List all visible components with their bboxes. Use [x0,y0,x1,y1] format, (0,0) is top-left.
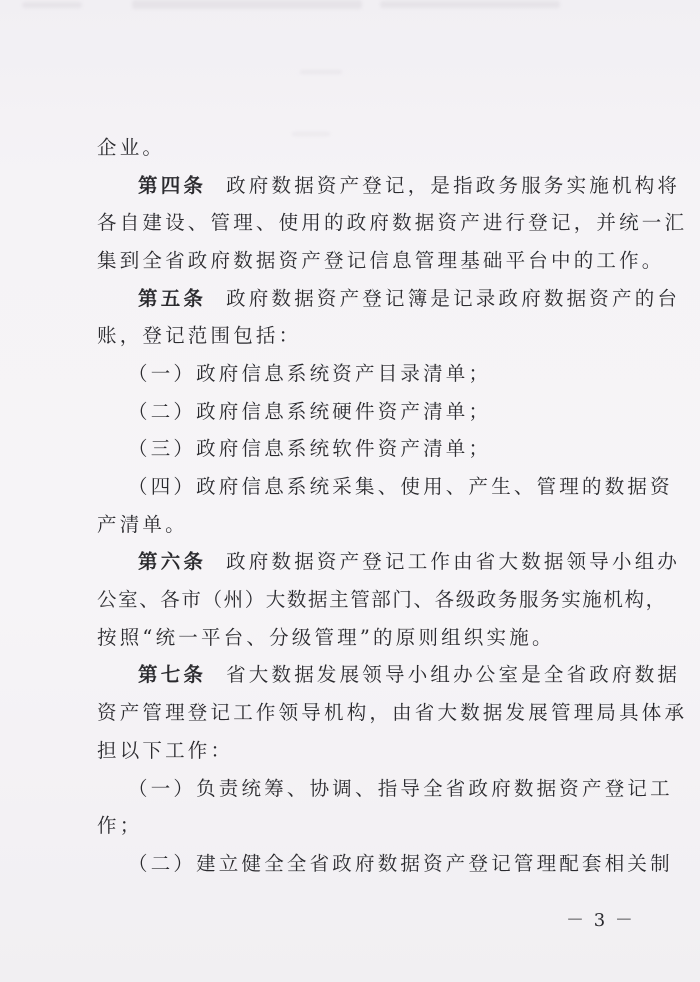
text-line: 按照“统一平台、分级管理”的原则组织实施。 [97,626,555,649]
text-line: 账，登记范围包括： [97,324,302,347]
article-heading: 第六条 [138,550,207,573]
bleed-through-mark [380,1,560,8]
bleed-through-mark [132,0,362,9]
article-5-line: 第五条 政府数据资产登记簿是记录政府数据资产的台 [138,287,681,310]
page-number: － 3 － [566,910,635,931]
text-line: 担以下工作： [97,739,234,762]
article-4-line: 第四条 政府数据资产登记，是指政务服务实施机构将 [138,174,681,197]
text-line: 企业。 [97,136,166,159]
article-6-line: 第六条 政府数据资产登记工作由省大数据领导小组办 [138,550,681,573]
article-heading: 第七条 [138,663,207,686]
list-item: （二）建立健全全省政府数据资产登记管理配套相关制 [128,852,673,875]
text-line: 集到全省政府数据资产登记信息管理基础平台中的工作。 [97,249,665,272]
list-item: （一）负责统筹、协调、指导全省政府数据资产登记工 [128,777,673,800]
article-heading: 第五条 [138,287,207,310]
article-heading: 第四条 [138,174,207,197]
bleed-through-mark [22,2,82,8]
text-line: 各自建设、管理、使用的政府数据资产进行登记，并统一汇 [97,211,688,234]
text-line: 资产管理登记工作领导机构，由省大数据发展管理局具体承 [97,701,688,724]
text-line: 产清单。 [97,513,188,536]
list-item: （一）政府信息系统资产目录清单； [128,362,492,385]
list-item: （三）政府信息系统软件资产清单； [128,437,492,460]
bleed-through-mark [300,70,342,74]
article-7-line: 第七条 省大数据发展领导小组办公室是全省政府数据 [138,663,681,686]
bleed-through-mark [292,132,330,136]
list-item: （四）政府信息系统采集、使用、产生、管理的数据资 [128,475,673,498]
text-line: 作； [97,814,143,837]
list-item: （二）政府信息系统硬件资产清单； [128,400,492,423]
text-line: 公室、各市（州）大数据主管部门、各级政务服务实施机构， [97,588,667,611]
